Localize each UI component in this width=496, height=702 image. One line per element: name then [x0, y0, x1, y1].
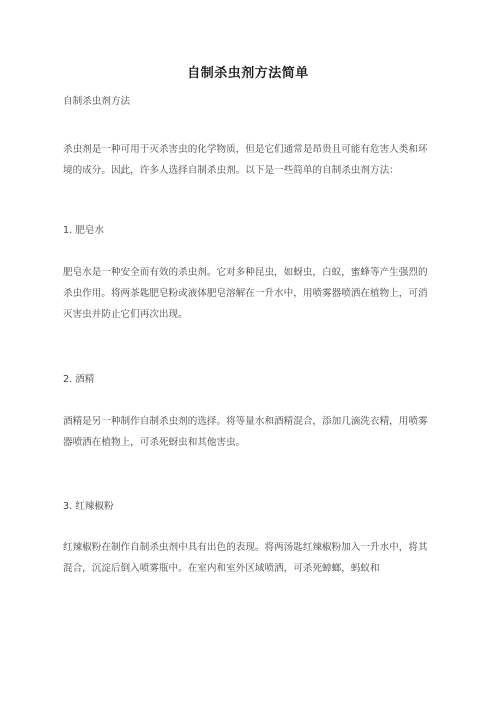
section-heading-soap-water: 1. 肥皂水 — [63, 225, 104, 236]
section-heading-chili-powder: 3. 红辣椒粉 — [63, 501, 114, 512]
intro-paragraph: 杀虫剂是一种可用于灭杀害虫的化学物质，但是它们通常是昂贵且可能有危害人类和环境的成分。因此，许多人选择自制杀虫剂。以下是一些简单的自制杀虫剂方法： — [63, 144, 428, 176]
section-body-soap-water: 肥皂水是一种安全而有效的杀虫剂。它对多种昆虫，如蚜虫，白蚁，蜜蜂等产生强烈的杀虫作用。将两茶匙肥皂粉或液体肥皂溶解在一升水中，用喷雾器喷洒在植物上，可消灭害虫并防止它们再次出现。 — [63, 267, 428, 320]
document-subtitle: 自制杀虫剂方法 — [63, 96, 131, 107]
document-title: 自制杀虫剂方法简单 — [187, 66, 309, 81]
section-body-chili-powder: 红辣椒粉在制作自制杀虫剂中具有出色的表现。将两汤匙红辣椒粉加入一升水中，将其混合，沉淀后倒入喷雾瓶中。在室内和室外区域喷洒，可杀死蟑螂，蚂蚁和 — [63, 542, 428, 574]
section-heading-alcohol: 2. 酒精 — [63, 374, 95, 385]
section-body-alcohol: 酒精是另一种制作自制杀虫剂的选择。将等量水和酒精混合，添加几滴洗衣精，用喷雾器喷洒在植物上，可杀死蚜虫和其他害虫。 — [63, 416, 428, 448]
